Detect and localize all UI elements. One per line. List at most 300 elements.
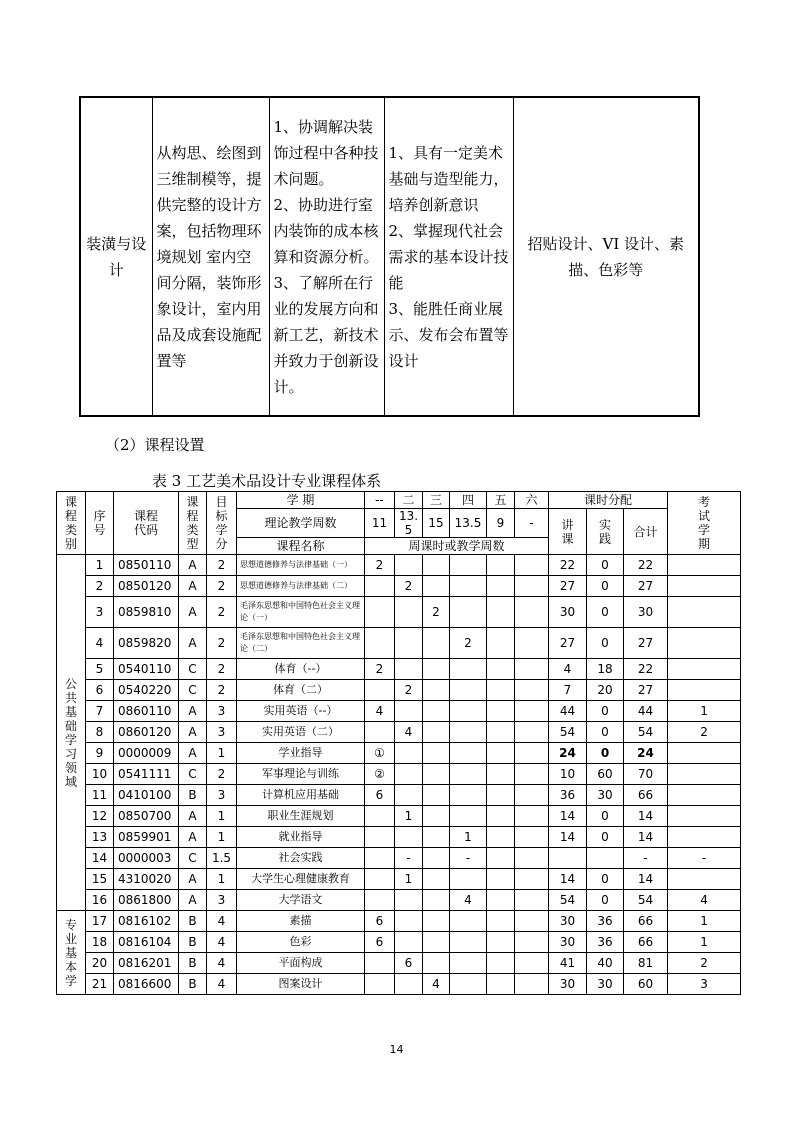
cell-credits: 4: [207, 932, 237, 953]
cell-total: 22: [624, 555, 668, 576]
cell-total: -: [624, 848, 668, 869]
table-row: [57, 953, 741, 974]
cell-s4: [450, 764, 487, 785]
cell-total: 24: [624, 743, 668, 764]
cell-seq: 2: [86, 576, 114, 597]
cell-type: A: [179, 890, 207, 911]
cell-credits: 3: [207, 722, 237, 743]
cell-s5: [487, 743, 515, 764]
cell-code: 0410100: [114, 785, 179, 806]
cell-code: 0859810: [114, 597, 179, 628]
table-caption: 表 3 工艺美术品设计专业课程体系: [152, 472, 382, 490]
cell-type: B: [179, 932, 207, 953]
cell-code: 0540220: [114, 680, 179, 701]
cell-name: 平面构成: [237, 953, 365, 974]
table-row: [57, 890, 741, 911]
cell-seq: 21: [86, 974, 114, 995]
header-semester-label: 学 期: [237, 492, 365, 509]
cell-type: A: [179, 555, 207, 576]
cell-code: 4310020: [114, 869, 179, 890]
cell-practice: 0: [587, 743, 624, 764]
cell-practice: 0: [587, 722, 624, 743]
cell-s1: [365, 953, 395, 974]
cell-practice: 0: [587, 806, 624, 827]
cell-s1: [365, 827, 395, 848]
cell-type: A: [179, 576, 207, 597]
cell-total: 66: [624, 785, 668, 806]
cell-s6: [515, 680, 549, 701]
table-row: [57, 932, 741, 953]
cell-s4: [450, 974, 487, 995]
cell-seq: 10: [86, 764, 114, 785]
cell-exam: [668, 764, 741, 785]
cell-s6: [515, 576, 549, 597]
cell-exam: 1: [668, 701, 741, 722]
cell-lecture: 14: [549, 806, 587, 827]
cell-s4: 1: [450, 827, 487, 848]
cell-s4: [450, 555, 487, 576]
career-table-continued: [79, 96, 700, 417]
cell-lecture: [549, 848, 587, 869]
cell-s4: [450, 680, 487, 701]
cell-name: 大学生心理健康教育: [237, 869, 365, 890]
cell-exam: 2: [668, 722, 741, 743]
category-group: 公共基础学习领域: [57, 555, 86, 911]
cell-s4: [450, 806, 487, 827]
cell-s6: [515, 785, 549, 806]
cell-total: 30: [624, 597, 668, 628]
cell-s3: [423, 628, 450, 659]
cell-exam: 2: [668, 953, 741, 974]
cell-exam: [668, 576, 741, 597]
cell-exam: [668, 680, 741, 701]
cell-exam: [668, 827, 741, 848]
table-row: [57, 869, 741, 890]
cell-s5: [487, 890, 515, 911]
cell-practice: 0: [587, 597, 624, 628]
cell-seq: 7: [86, 701, 114, 722]
cell-code: 0816600: [114, 974, 179, 995]
cell-s6: [515, 911, 549, 932]
cell-name: 体育（二）: [237, 680, 365, 701]
cell-lecture: 54: [549, 722, 587, 743]
cell-practice: 0: [587, 555, 624, 576]
cell-name: 毛泽东思想和中国特色社会主义理论（二）: [237, 628, 365, 659]
category-group: 专业基本学: [57, 911, 86, 995]
cell-name: 思想道德修养与法律基础（一）: [237, 555, 365, 576]
cell-s4: [450, 953, 487, 974]
table-row: [57, 555, 741, 576]
cell-s1: [365, 974, 395, 995]
cell-s6: [515, 743, 549, 764]
cell-s1: [365, 869, 395, 890]
cell-seq: 6: [86, 680, 114, 701]
table-row: [57, 743, 741, 764]
cell-exam: [668, 659, 741, 680]
cell-s1: 6: [365, 932, 395, 953]
cell-name: 大学语文: [237, 890, 365, 911]
cell-s6: [515, 869, 549, 890]
cell-s3: [423, 764, 450, 785]
cell-s6: [515, 628, 549, 659]
cell-s1: [365, 680, 395, 701]
cell-s3: [423, 659, 450, 680]
cell-lecture: 30: [549, 597, 587, 628]
cell-s4: [450, 743, 487, 764]
cell-s1: ②: [365, 764, 395, 785]
page-number: 14: [389, 1043, 404, 1056]
cell-code: 0816201: [114, 953, 179, 974]
cell-s4: [450, 932, 487, 953]
career-category: 装潢与设计: [80, 97, 152, 416]
header-hours: 课时分配: [549, 492, 668, 509]
cell-s2: [395, 555, 423, 576]
cell-name: 素描: [237, 911, 365, 932]
cell-lecture: 14: [549, 827, 587, 848]
cell-credits: 2: [207, 597, 237, 628]
cell-total: 66: [624, 932, 668, 953]
header-exam: 考试学期: [668, 492, 741, 555]
cell-name: 计算机应用基础: [237, 785, 365, 806]
cell-s2: 4: [395, 722, 423, 743]
cell-s6: [515, 848, 549, 869]
cell-seq: 11: [86, 785, 114, 806]
career-abilities: 1、具有一定美术基础与造型能力，培养创新意识 2、掌握现代社会需求的基本设计技能 3、能胜任商业展示、发布会布置等设计: [384, 97, 513, 416]
cell-type: B: [179, 911, 207, 932]
cell-s1: [365, 806, 395, 827]
table-row: [57, 806, 741, 827]
cell-code: 0850110: [114, 555, 179, 576]
cell-practice: 30: [587, 785, 624, 806]
cell-credits: 1: [207, 869, 237, 890]
cell-exam: 1: [668, 932, 741, 953]
header-course-name: 课程名称: [237, 538, 365, 555]
cell-credits: 2: [207, 555, 237, 576]
cell-s5: [487, 628, 515, 659]
header-semester-6: 六: [515, 492, 549, 509]
cell-code: 0860110: [114, 701, 179, 722]
cell-s5: [487, 764, 515, 785]
cell-total: 81: [624, 953, 668, 974]
cell-total: 44: [624, 701, 668, 722]
cell-lecture: 30: [549, 911, 587, 932]
cell-code: 0540110: [114, 659, 179, 680]
cell-s5: [487, 974, 515, 995]
cell-s3: [423, 890, 450, 911]
header-code: 课程代码: [114, 492, 179, 555]
cell-total: 66: [624, 911, 668, 932]
cell-lecture: 14: [549, 869, 587, 890]
cell-code: 0859820: [114, 628, 179, 659]
cell-s5: [487, 932, 515, 953]
cell-s2: [395, 764, 423, 785]
section-heading: （2）课程设置: [105, 436, 205, 454]
cell-s6: [515, 953, 549, 974]
cell-lecture: 41: [549, 953, 587, 974]
cell-s5: [487, 785, 515, 806]
table-row: [57, 628, 741, 659]
cell-credits: 2: [207, 576, 237, 597]
career-tasks: 1、协调解决装饰过程中各种技术问题。 2、协助进行室内装饰的成本核算和资源分析。 3、了解所在行业的发展方向和新工艺，新技术并致力于创新设计。: [269, 97, 384, 416]
cell-seq: 14: [86, 848, 114, 869]
cell-s3: [423, 680, 450, 701]
cell-s1: 6: [365, 911, 395, 932]
cell-practice: 20: [587, 680, 624, 701]
cell-s4: 2: [450, 628, 487, 659]
header-practice: 实践: [587, 509, 624, 555]
cell-s5: [487, 869, 515, 890]
cell-name: 职业生涯规划: [237, 806, 365, 827]
cell-seq: 20: [86, 953, 114, 974]
cell-exam: -: [668, 848, 741, 869]
cell-type: B: [179, 974, 207, 995]
cell-s2: [395, 659, 423, 680]
cell-s4: [450, 911, 487, 932]
cell-credits: 4: [207, 953, 237, 974]
cell-credits: 1: [207, 743, 237, 764]
cell-code: 0816104: [114, 932, 179, 953]
cell-s2: [395, 932, 423, 953]
cell-lecture: 27: [549, 576, 587, 597]
cell-exam: 4: [668, 890, 741, 911]
cell-s4: -: [450, 848, 487, 869]
header-semester-1: --: [365, 492, 395, 509]
cell-s2: 2: [395, 576, 423, 597]
cell-s1: [365, 722, 395, 743]
header-semester-2: 二: [395, 492, 423, 509]
table-row: [57, 911, 741, 932]
cell-exam: [668, 597, 741, 628]
cell-seq: 9: [86, 743, 114, 764]
header-seq: 序号: [86, 492, 114, 555]
cell-s4: [450, 869, 487, 890]
header-total: 合计: [624, 509, 668, 555]
cell-type: C: [179, 764, 207, 785]
cell-exam: [668, 555, 741, 576]
cell-seq: 12: [86, 806, 114, 827]
weeks-4: 13.5: [450, 509, 487, 538]
header-type: 课程类型: [179, 492, 207, 555]
cell-lecture: 7: [549, 680, 587, 701]
cell-s6: [515, 555, 549, 576]
cell-exam: 3: [668, 974, 741, 995]
cell-practice: 0: [587, 827, 624, 848]
cell-seq: 4: [86, 628, 114, 659]
cell-exam: [668, 785, 741, 806]
cell-s4: [450, 597, 487, 628]
cell-s6: [515, 764, 549, 785]
cell-practice: 60: [587, 764, 624, 785]
cell-name: 体育（--）: [237, 659, 365, 680]
weeks-1: 11: [365, 509, 395, 538]
cell-s3: [423, 555, 450, 576]
cell-s5: [487, 597, 515, 628]
cell-s1: [365, 597, 395, 628]
cell-seq: 13: [86, 827, 114, 848]
table-row: [57, 680, 741, 701]
header-credits: 目标学分: [207, 492, 237, 555]
header-row-semester: [57, 492, 741, 509]
cell-credits: 4: [207, 911, 237, 932]
cell-s3: [423, 806, 450, 827]
cell-s6: [515, 932, 549, 953]
cell-s3: [423, 848, 450, 869]
cell-total: 70: [624, 764, 668, 785]
table-row: [57, 848, 741, 869]
cell-practice: 0: [587, 576, 624, 597]
cell-lecture: 24: [549, 743, 587, 764]
cell-s2: [395, 785, 423, 806]
cell-credits: 2: [207, 764, 237, 785]
cell-type: B: [179, 785, 207, 806]
cell-seq: 1: [86, 555, 114, 576]
cell-s2: [395, 701, 423, 722]
cell-s5: [487, 555, 515, 576]
header-weekly-hours: 周课时或教学周数: [365, 538, 549, 555]
cell-s3: 2: [423, 597, 450, 628]
cell-credits: 1: [207, 806, 237, 827]
career-row: [80, 97, 699, 416]
cell-practice: 0: [587, 628, 624, 659]
cell-s1: [365, 576, 395, 597]
weeks-2: 13.5: [395, 509, 423, 538]
cell-name: 学业指导: [237, 743, 365, 764]
table-row: [57, 659, 741, 680]
cell-s5: [487, 827, 515, 848]
cell-name: 就业指导: [237, 827, 365, 848]
cell-total: 27: [624, 680, 668, 701]
cell-s3: [423, 722, 450, 743]
cell-practice: 0: [587, 890, 624, 911]
cell-lecture: 22: [549, 555, 587, 576]
cell-total: 54: [624, 722, 668, 743]
cell-lecture: 44: [549, 701, 587, 722]
cell-credits: 1: [207, 827, 237, 848]
cell-seq: 17: [86, 911, 114, 932]
cell-seq: 8: [86, 722, 114, 743]
cell-code: 0859901: [114, 827, 179, 848]
cell-s3: [423, 911, 450, 932]
header-lecture: 讲课: [549, 509, 587, 555]
cell-s4: [450, 785, 487, 806]
cell-lecture: 30: [549, 932, 587, 953]
cell-practice: 36: [587, 932, 624, 953]
cell-s3: [423, 932, 450, 953]
cell-type: A: [179, 628, 207, 659]
cell-s3: [423, 869, 450, 890]
cell-credits: 2: [207, 628, 237, 659]
cell-code: 0541111: [114, 764, 179, 785]
cell-practice: 40: [587, 953, 624, 974]
cell-lecture: 36: [549, 785, 587, 806]
cell-code: 0861800: [114, 890, 179, 911]
cell-s4: [450, 659, 487, 680]
cell-s6: [515, 722, 549, 743]
weeks-5: 9: [487, 509, 515, 538]
cell-s3: [423, 953, 450, 974]
cell-s2: [395, 597, 423, 628]
cell-type: B: [179, 953, 207, 974]
cell-total: 27: [624, 576, 668, 597]
cell-s2: [395, 911, 423, 932]
cell-exam: [668, 628, 741, 659]
weeks-3: 15: [423, 509, 450, 538]
cell-code: 0850700: [114, 806, 179, 827]
table-row: [57, 701, 741, 722]
cell-name: 实用英语（--）: [237, 701, 365, 722]
header-semester-5: 五: [487, 492, 515, 509]
cell-code: 0860120: [114, 722, 179, 743]
cell-practice: 36: [587, 911, 624, 932]
cell-type: A: [179, 827, 207, 848]
cell-credits: 3: [207, 785, 237, 806]
cell-s4: 4: [450, 890, 487, 911]
cell-type: A: [179, 701, 207, 722]
cell-total: 27: [624, 628, 668, 659]
cell-s5: [487, 953, 515, 974]
cell-s2: 1: [395, 806, 423, 827]
cell-s1: [365, 628, 395, 659]
cell-total: 14: [624, 806, 668, 827]
cell-exam: 1: [668, 911, 741, 932]
cell-type: C: [179, 680, 207, 701]
cell-type: C: [179, 659, 207, 680]
header-semester-4: 四: [450, 492, 487, 509]
cell-s6: [515, 827, 549, 848]
cell-s6: [515, 597, 549, 628]
cell-type: A: [179, 597, 207, 628]
cell-lecture: 54: [549, 890, 587, 911]
cell-s5: [487, 722, 515, 743]
cell-s5: [487, 576, 515, 597]
cell-s3: [423, 576, 450, 597]
cell-s5: [487, 680, 515, 701]
cell-code: 0816102: [114, 911, 179, 932]
cell-name: 毛泽东思想和中国特色社会主义理论（一）: [237, 597, 365, 628]
cell-s3: [423, 743, 450, 764]
cell-s1: 4: [365, 701, 395, 722]
cell-total: 22: [624, 659, 668, 680]
cell-seq: 15: [86, 869, 114, 890]
cell-s2: -: [395, 848, 423, 869]
cell-s2: 2: [395, 680, 423, 701]
header-semester-3: 三: [423, 492, 450, 509]
cell-code: 0850120: [114, 576, 179, 597]
cell-practice: 0: [587, 701, 624, 722]
cell-name: 图案设计: [237, 974, 365, 995]
cell-name: 色彩: [237, 932, 365, 953]
cell-type: A: [179, 722, 207, 743]
career-content: 从构思、绘图到三维制模等，提供完整的设计方案，包括物理环境规划 室内空间分隔，装饰形象设计，室内用品及成套设施配置等: [152, 97, 269, 416]
cell-s6: [515, 974, 549, 995]
cell-seq: 16: [86, 890, 114, 911]
cell-name: 实用英语（二）: [237, 722, 365, 743]
cell-practice: 18: [587, 659, 624, 680]
cell-s2: [395, 890, 423, 911]
cell-lecture: 27: [549, 628, 587, 659]
cell-s3: [423, 827, 450, 848]
cell-s1: [365, 890, 395, 911]
cell-s6: [515, 701, 549, 722]
cell-type: C: [179, 848, 207, 869]
cell-seq: 18: [86, 932, 114, 953]
cell-lecture: 30: [549, 974, 587, 995]
cell-credits: 2: [207, 659, 237, 680]
table-row: [57, 974, 741, 995]
cell-s5: [487, 701, 515, 722]
table-row: [57, 785, 741, 806]
cell-s2: [395, 743, 423, 764]
